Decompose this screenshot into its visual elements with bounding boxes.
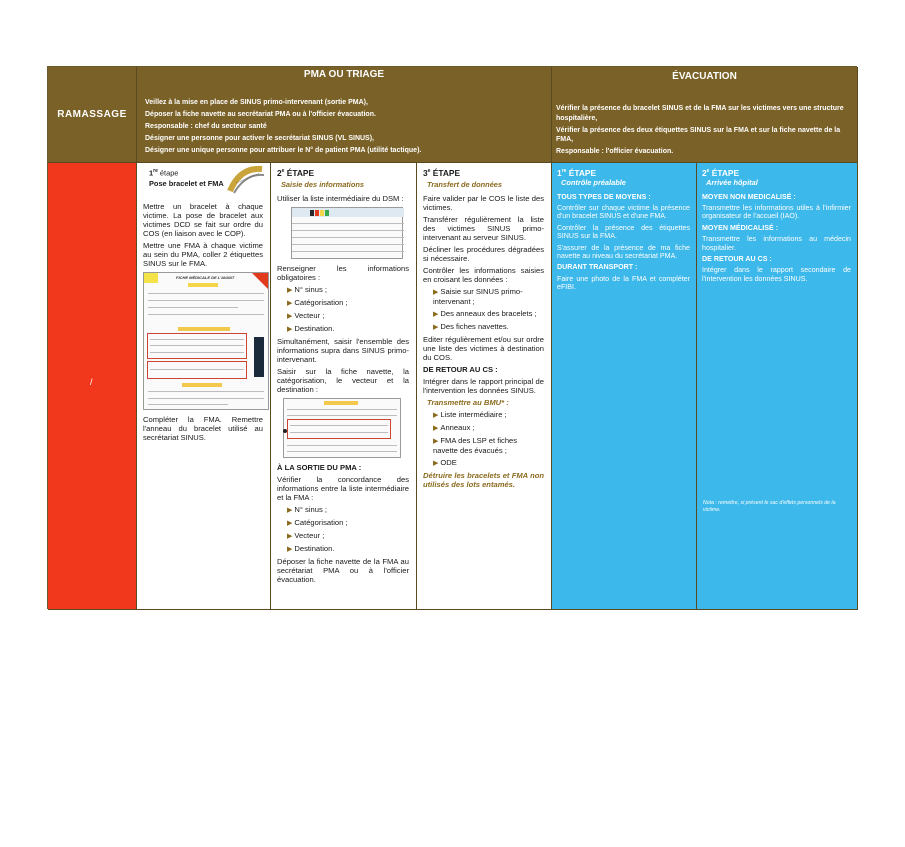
fma-line bbox=[150, 352, 244, 353]
step-paragraph: Intégrer dans le rapport principal de l'intervention les données SINUS. bbox=[423, 376, 544, 395]
fiche-navette-image bbox=[283, 398, 401, 458]
step-list bbox=[423, 287, 544, 332]
section-title: À LA SORTIE DU PMA : bbox=[277, 462, 362, 472]
fma-line bbox=[150, 345, 244, 346]
pma-header-line: Veillez à la mise en place de SINUS primo-intervenant (sortie PMA), bbox=[145, 99, 368, 106]
step-paragraph: Saisir sur la fiche navette, la catégorisation, le vecteur et la destination : bbox=[277, 366, 409, 394]
list-item: ▶ Saisie sur SINUS primo-intervenant ; bbox=[433, 287, 544, 306]
fma-band bbox=[182, 383, 222, 387]
navette-line bbox=[287, 409, 397, 410]
block-title: DURANT TRANSPORT : bbox=[557, 263, 638, 272]
step-list bbox=[277, 505, 409, 554]
evacuation-step-2 bbox=[697, 163, 858, 610]
fma-line bbox=[150, 369, 244, 370]
fma-line bbox=[148, 314, 264, 315]
block-line: Contrôler la présence des étiquettes SINUS sur la FMA. bbox=[557, 223, 690, 241]
fma-red-box bbox=[147, 361, 247, 379]
fma-form-image bbox=[143, 272, 269, 410]
navette-line bbox=[290, 425, 388, 426]
liste-line bbox=[292, 230, 404, 231]
step-paragraph: Détruire les bracelets et FMA non utilisés des lots entamés. bbox=[423, 470, 544, 489]
list-item: ▶ Vecteur ; bbox=[287, 531, 409, 541]
navette-line bbox=[287, 445, 397, 446]
step-paragraph: Faire valider par le COS le liste des victimes. bbox=[423, 193, 544, 212]
block-line: S'assurer de la présence de ma fiche navette au niveau du secrétariat PMA. bbox=[557, 243, 690, 261]
evacuation-header-instructions bbox=[556, 104, 853, 157]
step-list bbox=[423, 410, 544, 468]
section-title: DE RETOUR AU CS : bbox=[423, 364, 498, 374]
evacuation-header bbox=[552, 67, 858, 163]
fma-line bbox=[148, 391, 264, 392]
liste-line bbox=[292, 223, 404, 224]
fma-line bbox=[148, 307, 238, 308]
navette-line bbox=[290, 432, 388, 433]
fma-corner-tag bbox=[144, 273, 158, 283]
step-title: 2e ÉTAPE bbox=[702, 167, 740, 178]
list-item: ▶ Vecteur ; bbox=[287, 311, 409, 321]
list-item: ▶ FMA des LSP et fiches navette des évacués ; bbox=[433, 436, 544, 455]
fma-line bbox=[148, 300, 264, 301]
pma-header-line: Responsable : chef du secteur santé bbox=[145, 123, 267, 130]
block-title: DE RETOUR AU CS : bbox=[702, 255, 772, 264]
step-list bbox=[277, 285, 409, 334]
step-subtitle: Saisie des informations bbox=[281, 179, 364, 189]
evacuation-header-line: Vérifier la présence des deux étiquettes SINUS sur la FMA et sur la fiche navette de la FMA, bbox=[556, 126, 841, 143]
step-paragraph: Contrôler les informations saisies en croisant les données : bbox=[423, 265, 544, 284]
navette-red-box bbox=[287, 419, 391, 439]
ramassage-mark: / bbox=[90, 377, 93, 387]
nota-note: Nota : remettre, si présent le sac d'effets personnels de la victime. bbox=[703, 500, 836, 513]
liste-swatch bbox=[315, 210, 319, 216]
step-paragraph: Vérifier la concordance des informations entre la liste intermédiaire et la FMA : bbox=[277, 474, 409, 502]
list-item: ▶ Des fiches navettes. bbox=[433, 322, 544, 332]
pma-header-line: Désigner une unique personne pour attribuer le N° de patient PMA (utilité tactique). bbox=[145, 147, 422, 154]
list-item: ▶ Destination. bbox=[287, 324, 409, 334]
fma-line bbox=[148, 404, 228, 405]
section-title: Transmettre au BMU* : bbox=[427, 397, 509, 407]
step-subtitle: Pose bracelet et FMA bbox=[149, 179, 224, 189]
evacuation-step-1 bbox=[552, 163, 697, 610]
pma-header-line: Déposer la fiche navette au secrétariat PMA ou à l'officier évacuation. bbox=[145, 111, 376, 118]
block-line: Intégrer dans le rapport secondaire de l'intervention les données SINUS. bbox=[702, 266, 851, 283]
pma-step-3 bbox=[417, 163, 552, 610]
step-title: 1re étape bbox=[149, 168, 179, 178]
list-item: ▶ Liste intermédiaire ; bbox=[433, 410, 544, 420]
ramassage-header-label: RAMASSAGE bbox=[57, 109, 127, 120]
list-item: ▶ Catégorisation ; bbox=[287, 518, 409, 528]
evacuation-header-line: Responsable : l'officier évacuation. bbox=[556, 148, 674, 155]
fma-line bbox=[148, 398, 264, 399]
step-subtitle: Contrôle préalable bbox=[561, 178, 626, 188]
navette-line bbox=[287, 415, 397, 416]
step-title: 1re ÉTAPE bbox=[557, 167, 597, 178]
list-item: ▶ Destination. bbox=[287, 544, 409, 554]
list-item: ▶ N° sinus ; bbox=[287, 505, 409, 515]
navette-line bbox=[287, 451, 397, 452]
liste-line bbox=[292, 237, 404, 238]
step-paragraph: Décliner les procédures dégradées si nécessaire. bbox=[423, 244, 544, 263]
liste-header bbox=[292, 208, 404, 217]
step-paragraph: Simultanément, saisir l'ensemble des informations supra dans SINUS primo-intervenant. bbox=[277, 336, 409, 364]
procedure-table bbox=[47, 66, 857, 609]
step-title: 3e ÉTAPE bbox=[423, 167, 461, 178]
block-line: Transmettre les informations utiles à l'infirmier organisateur de l'accueil (IAO). bbox=[702, 204, 851, 221]
fma-line bbox=[150, 339, 244, 340]
bracelet-icon bbox=[226, 165, 266, 195]
list-item: ▶ N° sinus ; bbox=[287, 285, 409, 295]
navette-band bbox=[324, 401, 358, 405]
liste-line bbox=[292, 251, 404, 252]
pma-header-title: PMA OU TRIAGE bbox=[303, 69, 385, 80]
list-item: ▶ Catégorisation ; bbox=[287, 298, 409, 308]
liste-swatch bbox=[325, 210, 329, 216]
step-subtitle: Transfert de données bbox=[427, 179, 503, 189]
block-line: Transmettre les informations au médecin hospitalier. bbox=[702, 235, 851, 252]
pma-step-1 bbox=[137, 163, 271, 610]
pma-step-2 bbox=[271, 163, 417, 610]
evacuation-header-line: Vérifier la présence du bracelet SINUS et de la FMA sur les victimes vers une structure hospitalière, bbox=[556, 105, 844, 122]
step-paragraph: Editer régulièrement et/ou sur ordre une liste des victimes à destination du COS. bbox=[423, 334, 544, 362]
block-line: Faire une photo de la FMA et compléter eFIBI. bbox=[557, 274, 690, 292]
block-line: Contrôler sur chaque victime la présence d'un bracelet SINUS et d'une FMA. bbox=[557, 204, 690, 221]
liste-line bbox=[292, 244, 404, 245]
list-item: ▶ ODE bbox=[433, 458, 544, 468]
step-paragraph: Renseigner les informations obligatoires : bbox=[277, 263, 409, 282]
list-item: ▶ Anneaux ; bbox=[433, 423, 544, 433]
step-title: 2e ÉTAPE bbox=[277, 167, 315, 178]
step-paragraph: Mettre une FMA à chaque victime au sein du PMA, coller 2 étiquettes SINUS sur le FMA. bbox=[143, 241, 263, 269]
pma-triage-header bbox=[137, 67, 552, 163]
block-title: TOUS TYPES DE MOYENS : bbox=[557, 192, 651, 201]
navette-dot bbox=[283, 429, 287, 433]
fma-red-corner bbox=[252, 273, 268, 289]
ramassage-body bbox=[48, 163, 137, 610]
liste-swatch bbox=[320, 210, 324, 216]
fma-band bbox=[178, 327, 230, 331]
fma-red-box bbox=[147, 333, 247, 359]
step-paragraph: Compléter la FMA. Remettre l'anneau du bracelet utilisé au secrétariat SINUS. bbox=[143, 415, 263, 443]
fma-band bbox=[188, 283, 218, 287]
liste-swatch bbox=[310, 210, 314, 216]
list-item: ▶ Des anneaux des bracelets ; bbox=[433, 309, 544, 319]
fma-line bbox=[148, 293, 264, 294]
fma-dark-strip bbox=[254, 337, 264, 377]
liste-intermediaire-image bbox=[291, 207, 403, 259]
evacuation-header-title: ÉVACUATION bbox=[672, 71, 737, 82]
step-paragraph: Transférer régulièrement la liste des victimes SINUS primo-intervenant au serveur SINUS. bbox=[423, 214, 544, 242]
fma-form-title: FICHE MÉDICALE DE L'AVANT bbox=[176, 275, 235, 281]
step-paragraph: Mettre un bracelet à chaque victime. La pose de bracelet aux victimes DCD se fait sur ordre du COS (en liaison avec le COP). bbox=[143, 202, 263, 239]
step-paragraph: Utiliser la liste intermédiaire du DSM : bbox=[277, 193, 404, 203]
step-paragraph: Déposer la fiche navette de la FMA au secrétariat PMA ou à l'officier évacuation. bbox=[277, 556, 409, 584]
block-title: MOYEN NON MEDICALISÉ : bbox=[702, 192, 796, 201]
pma-header-instructions bbox=[145, 98, 543, 156]
pma-header-line: Désigner une personne pour activer le secrétariat SINUS (VL SINUS), bbox=[145, 135, 374, 142]
ramassage-header bbox=[48, 67, 137, 163]
step-subtitle: Arrivée hôpital bbox=[706, 178, 758, 188]
block-title: MOYEN MÉDICALISÉ : bbox=[702, 223, 779, 232]
